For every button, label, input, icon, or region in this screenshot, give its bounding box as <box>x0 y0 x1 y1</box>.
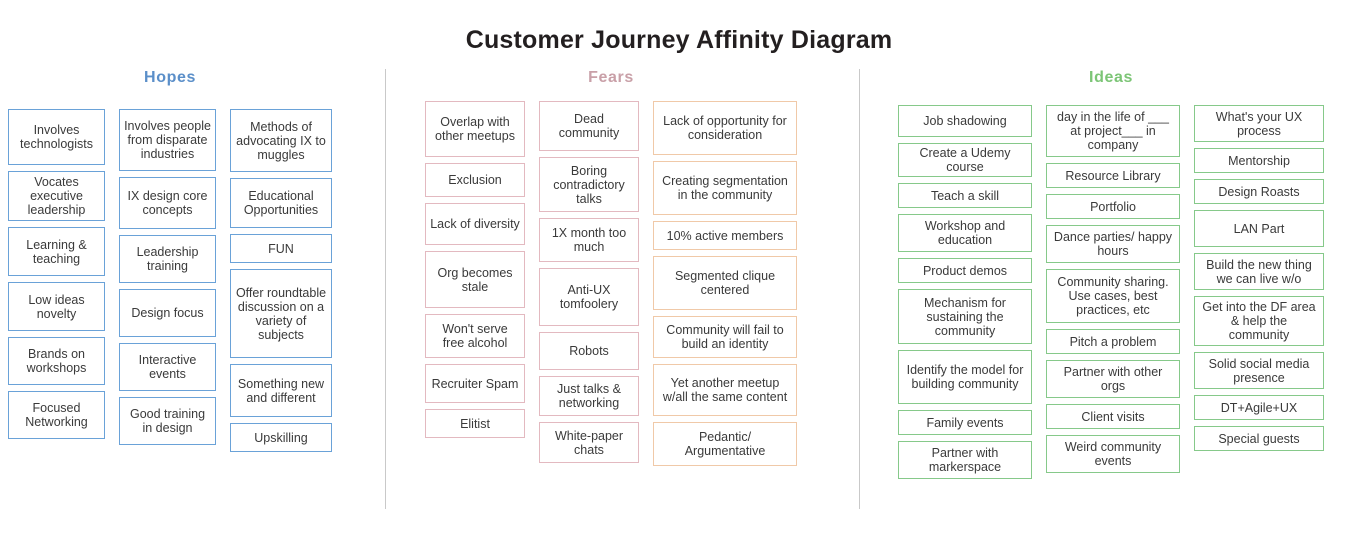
section-fears <box>425 69 797 466</box>
sticky-note[interactable]: What's your UX process <box>1194 105 1324 142</box>
sticky-note[interactable]: Recruiter Spam <box>425 364 525 403</box>
sticky-note[interactable]: Pedantic/ Argumentative <box>653 422 797 466</box>
section-title-ideas: Ideas <box>1089 69 1133 86</box>
sticky-note[interactable]: Design focus <box>119 289 216 337</box>
sticky-note[interactable]: Mentorship <box>1194 148 1324 173</box>
sticky-note[interactable]: Involves people from disparate industries <box>119 109 216 171</box>
sticky-note[interactable]: Methods of advocating IX to muggles <box>230 109 332 172</box>
ideas-column-2 <box>1194 105 1324 479</box>
sticky-note[interactable]: Upskilling <box>230 423 332 452</box>
section-divider-2 <box>859 69 860 509</box>
sticky-note[interactable]: Anti-UX tomfoolery <box>539 268 639 326</box>
sticky-note[interactable]: Exclusion <box>425 163 525 197</box>
section-ideas <box>898 69 1324 479</box>
sticky-note[interactable]: 10% active members <box>653 221 797 250</box>
ideas-column-1 <box>1046 105 1180 479</box>
sticky-note[interactable]: 1X month too much <box>539 218 639 262</box>
section-hopes <box>8 69 332 452</box>
sticky-note[interactable]: Community sharing. Use cases, best practices, etc <box>1046 269 1180 323</box>
sticky-note[interactable]: Robots <box>539 332 639 370</box>
sticky-note[interactable]: Dead community <box>539 101 639 151</box>
sticky-note[interactable]: Partner with other orgs <box>1046 360 1180 398</box>
sticky-note[interactable]: Involves technologists <box>8 109 105 165</box>
sticky-note[interactable]: Yet another meetup w/all the same content <box>653 364 797 416</box>
sticky-note[interactable]: Resource Library <box>1046 163 1180 188</box>
sticky-note[interactable]: Weird community events <box>1046 435 1180 473</box>
sticky-note[interactable]: DT+Agile+UX <box>1194 395 1324 420</box>
section-title-fears: Fears <box>588 69 634 86</box>
sticky-note[interactable]: Community will fail to build an identity <box>653 316 797 358</box>
affinity-board <box>0 69 1358 519</box>
sticky-note[interactable]: Lack of diversity <box>425 203 525 245</box>
sticky-note[interactable]: Leadership training <box>119 235 216 283</box>
section-title-hopes: Hopes <box>144 69 196 86</box>
hopes-column-0 <box>8 109 105 452</box>
sticky-note[interactable]: Won't serve free alcohol <box>425 314 525 358</box>
sticky-note[interactable]: Segmented clique centered <box>653 256 797 310</box>
sticky-note[interactable]: Dance parties/ happy hours <box>1046 225 1180 263</box>
ideas-column-0 <box>898 105 1032 479</box>
sticky-note[interactable]: Something new and different <box>230 364 332 417</box>
section-divider-1 <box>385 69 386 509</box>
sticky-note[interactable]: Workshop and education <box>898 214 1032 252</box>
sticky-note[interactable]: Partner with markerspace <box>898 441 1032 479</box>
sticky-note[interactable]: day in the life of ___ at project___ in company <box>1046 105 1180 157</box>
sticky-note[interactable]: Family events <box>898 410 1032 435</box>
sticky-note[interactable]: White-paper chats <box>539 422 639 463</box>
hopes-column-1 <box>119 109 216 452</box>
sticky-note[interactable]: Mechanism for sustaining the community <box>898 289 1032 344</box>
sticky-note[interactable]: Low ideas novelty <box>8 282 105 331</box>
sticky-note[interactable]: Vocates executive leadership <box>8 171 105 221</box>
sticky-note[interactable]: Lack of opportunity for consideration <box>653 101 797 155</box>
sticky-note[interactable]: Overlap with other meetups <box>425 101 525 157</box>
sticky-note[interactable]: Offer roundtable discussion on a variety of subjects <box>230 269 332 358</box>
sticky-note[interactable]: Client visits <box>1046 404 1180 429</box>
sticky-note[interactable]: Creating segmentation in the community <box>653 161 797 215</box>
sticky-note[interactable]: Pitch a problem <box>1046 329 1180 354</box>
sticky-note[interactable]: Build the new thing we can live w/o <box>1194 253 1324 290</box>
fears-column-2 <box>653 101 797 466</box>
sticky-note[interactable]: Org becomes stale <box>425 251 525 308</box>
sticky-note[interactable]: Special guests <box>1194 426 1324 451</box>
sticky-note[interactable]: Brands on workshops <box>8 337 105 385</box>
sticky-note[interactable]: Identify the model for building community <box>898 350 1032 404</box>
sticky-note[interactable]: Just talks & networking <box>539 376 639 416</box>
page-title: Customer Journey Affinity Diagram <box>465 26 893 54</box>
fears-columns <box>425 101 797 466</box>
sticky-note[interactable]: IX design core concepts <box>119 177 216 229</box>
hopes-column-2 <box>230 109 332 452</box>
sticky-note[interactable]: Job shadowing <box>898 105 1032 137</box>
sticky-note[interactable]: Interactive events <box>119 343 216 391</box>
sticky-note[interactable]: Design Roasts <box>1194 179 1324 204</box>
sticky-note[interactable]: Teach a skill <box>898 183 1032 208</box>
sticky-note[interactable]: FUN <box>230 234 332 263</box>
sticky-note[interactable]: Create a Udemy course <box>898 143 1032 177</box>
fears-column-0 <box>425 101 525 466</box>
sticky-note[interactable]: Learning & teaching <box>8 227 105 276</box>
hopes-columns <box>8 109 332 452</box>
sticky-note[interactable]: Portfolio <box>1046 194 1180 219</box>
sticky-note[interactable]: LAN Part <box>1194 210 1324 247</box>
sticky-note[interactable]: Boring contradictory talks <box>539 157 639 212</box>
sticky-note[interactable]: Get into the DF area & help the community <box>1194 296 1324 346</box>
sticky-note[interactable]: Solid social media presence <box>1194 352 1324 389</box>
sticky-note[interactable]: Good training in design <box>119 397 216 445</box>
sticky-note[interactable]: Product demos <box>898 258 1032 283</box>
ideas-columns <box>898 105 1324 479</box>
sticky-note[interactable]: Focused Networking <box>8 391 105 439</box>
sticky-note[interactable]: Elitist <box>425 409 525 438</box>
sticky-note[interactable]: Educational Opportunities <box>230 178 332 228</box>
fears-column-1 <box>539 101 639 466</box>
